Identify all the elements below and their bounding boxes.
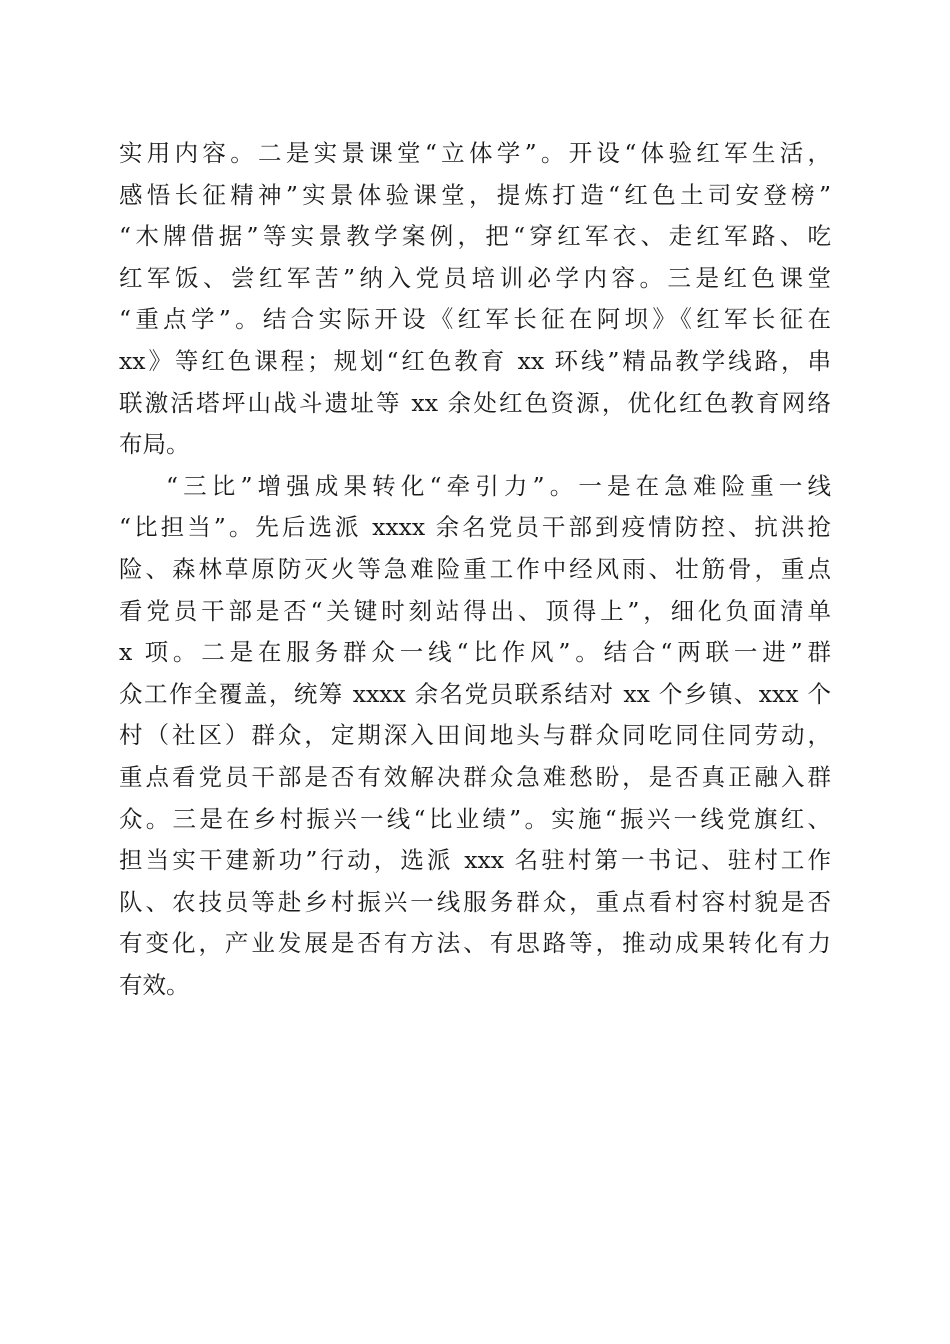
text-line: 众工作全覆盖，统筹 xxxx 余名党员联系结对 xx 个乡镇、xxx 个 bbox=[119, 679, 831, 708]
text-line: xx》等红色课程；规划“红色教育 xx 环线”精品教学线路，串 bbox=[119, 346, 831, 375]
text-line: 布局。 bbox=[119, 430, 190, 459]
text-line: 队、农技员等赴乡村振兴一线服务群众，重点看村容村貌是否 bbox=[119, 887, 831, 916]
text-line: 村（社区）群众，定期深入田间地头与群众同吃同住同劳动， bbox=[119, 721, 831, 750]
text-line: 联激活塔坪山战斗遗址等 xx 余处红色资源，优化红色教育网络 bbox=[119, 388, 831, 417]
text-line: “比担当”。先后选派 xxxx 余名党员干部到疫情防控、抗洪抢 bbox=[119, 513, 831, 542]
paragraph-three-comparisons bbox=[119, 466, 831, 1007]
text-line: x 项。二是在服务群众一线“比作风”。结合“两联一进”群 bbox=[119, 638, 831, 667]
text-line-first: “三比”增强成果转化“牵引力”。一是在急难险重一线 bbox=[166, 471, 831, 500]
document-body bbox=[119, 133, 831, 1006]
text-line: “木牌借据”等实景教学案例，把“穿红军衣、走红军路、吃 bbox=[119, 222, 831, 251]
text-line: 担当实干建新功”行动，选派 xxx 名驻村第一书记、驻村工作 bbox=[119, 846, 831, 875]
text-line: 重点看党员干部是否有效解决群众急难愁盼，是否真正融入群 bbox=[119, 762, 831, 791]
text-line: 感悟长征精神”实景体验课堂，提炼打造“红色土司安登榜” bbox=[119, 180, 831, 209]
text-line: 有效。 bbox=[119, 970, 190, 999]
text-line: 红军饭、尝红军苦”纳入党员培训必学内容。三是红色课堂 bbox=[119, 263, 831, 292]
paragraph-red-classroom-continuation bbox=[119, 133, 831, 466]
text-line: 众。三是在乡村振兴一线“比业绩”。实施“振兴一线党旗红、 bbox=[119, 804, 831, 833]
text-line: “重点学”。结合实际开设《红军长征在阿坝》《红军长征在 bbox=[119, 305, 831, 334]
text-line: 有变化，产业发展是否有方法、有思路等，推动成果转化有力 bbox=[119, 929, 831, 958]
text-line: 看党员干部是否“关键时刻站得出、顶得上”，细化负面清单 bbox=[119, 596, 831, 625]
text-line: 实用内容。二是实景课堂“立体学”。开设“体验红军生活， bbox=[119, 139, 831, 167]
text-line: 险、森林草原防灭火等急难险重工作中经风雨、壮筋骨，重点 bbox=[119, 554, 831, 583]
